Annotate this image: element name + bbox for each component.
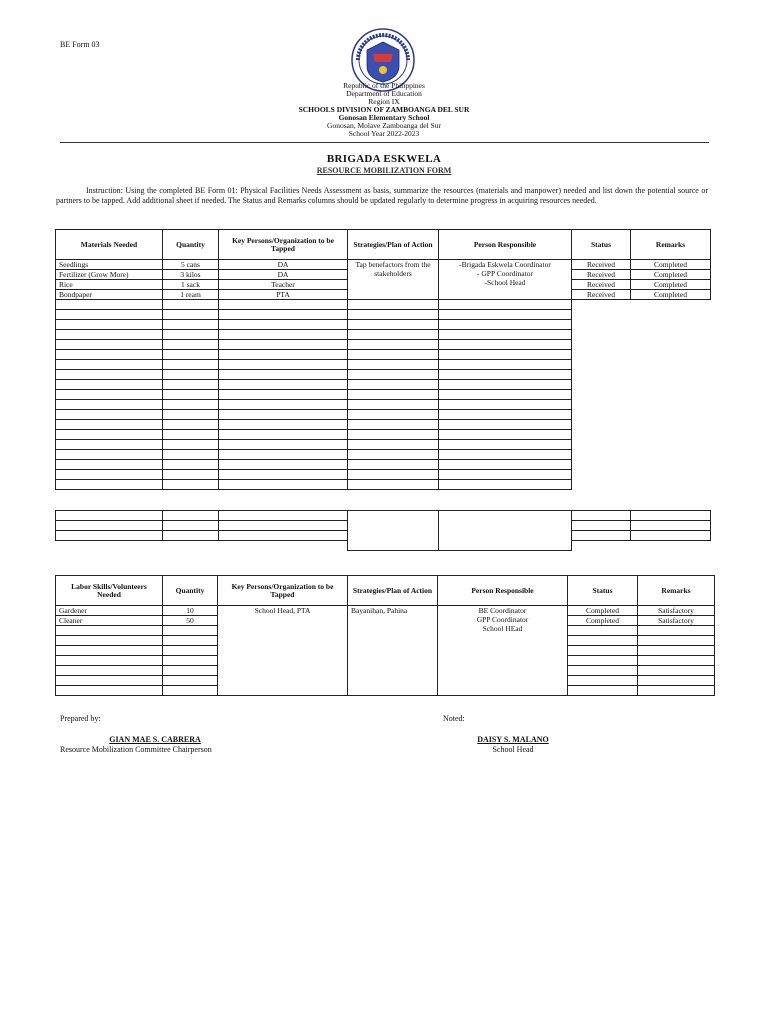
table-row: [56, 260, 711, 270]
empty-row: [56, 370, 711, 380]
letterhead-department: Department of Education: [346, 89, 422, 98]
materials-table: [55, 229, 711, 490]
header-divider: [60, 142, 709, 143]
empty-row: [56, 330, 711, 340]
material-status: Received: [572, 290, 631, 300]
responsible-line: -School Head: [484, 278, 526, 287]
col-status: Status: [572, 230, 631, 260]
empty-row: [56, 310, 711, 320]
col-quantity: Quantity: [163, 576, 218, 606]
materials-responsible-cell: [439, 260, 572, 300]
empty-row: [56, 511, 711, 521]
col-person-responsible: Person Responsible: [438, 576, 568, 606]
material-remarks: Completed: [631, 290, 711, 300]
labor-status: Completed: [568, 606, 638, 616]
material-name: Seedlings: [56, 260, 163, 270]
labor-strategy-cell: [348, 606, 438, 696]
materials-continuation-table: [55, 510, 711, 551]
labor-responsible-cell: [438, 606, 568, 696]
form-code: BE Form 03: [60, 40, 100, 49]
table-row: [56, 606, 715, 616]
labor-header-row: [56, 576, 715, 606]
letterhead-region: Region IX: [368, 97, 400, 106]
material-quantity: 1 sack: [163, 280, 219, 290]
col-labor-needed: Labor Skills/Volunteers Needed: [56, 576, 163, 606]
letterhead-country: Republic of the Philippines: [343, 81, 425, 90]
material-name: Bondpaper: [56, 290, 163, 300]
material-quantity: 3 kilos: [163, 270, 219, 280]
labor-status: Completed: [568, 616, 638, 626]
material-key-person: DA: [219, 270, 348, 280]
materials-header-row: [56, 230, 711, 260]
letterhead-school: Gonosan Elementary School: [338, 113, 430, 122]
continuation-strategy-cell: [348, 511, 439, 551]
responsible-line: -Brigada Eskwela Coordinator: [459, 260, 551, 269]
empty-row: [56, 300, 711, 310]
material-key-person: Teacher: [219, 280, 348, 290]
material-remarks: Completed: [631, 260, 711, 270]
empty-row: [56, 460, 711, 470]
empty-row: [56, 340, 711, 350]
continuation-responsible-cell: [439, 511, 572, 551]
letterhead: [0, 82, 768, 138]
instruction-text: Instruction: Using the completed BE Form 01: Physical Facilities Needs Assessment as basis, summarize the resources (materials and manpower) needed and list down the potential source or partners to be tapped. Add additional sheet if needed. The Status and Remarks columns should be updated regularly to determine progress in acquiring resources needed.: [56, 186, 708, 205]
empty-row: [56, 400, 711, 410]
materials-empty-rows: [56, 300, 711, 490]
material-name: Fertilizer (Grow More): [56, 270, 163, 280]
labor-table: [55, 575, 715, 696]
labor-key-persons-cell: [218, 606, 348, 696]
col-remarks: Remarks: [631, 230, 711, 260]
empty-row: [56, 420, 711, 430]
responsible-line: School HEad: [482, 624, 523, 633]
responsible-line: - GPP Coordinator: [477, 269, 533, 278]
labor-remarks: Satisfactory: [638, 606, 715, 616]
empty-row: [56, 430, 711, 440]
col-status: Status: [568, 576, 638, 606]
empty-row: [56, 410, 711, 420]
material-remarks: Completed: [631, 280, 711, 290]
col-strategies: Strategies/Plan of Action: [348, 576, 438, 606]
noted-role: School Head: [492, 745, 534, 754]
labor-strategy: Bayanihan, Pahina: [351, 606, 408, 615]
col-person-responsible: Person Responsible: [439, 230, 572, 260]
material-name: Rice: [56, 280, 163, 290]
col-strategies: Strategies/Plan of Action: [348, 230, 439, 260]
empty-row: [56, 360, 711, 370]
col-key-persons: Key Persons/Organization to be Tapped: [219, 230, 348, 260]
labor-skill: Cleaner: [56, 616, 163, 626]
form-subtitle: RESOURCE MOBILIZATION FORM: [316, 166, 452, 175]
prepared-by-label: Prepared by:: [60, 714, 101, 723]
empty-row: [56, 480, 711, 490]
material-status: Received: [572, 280, 631, 290]
material-remarks: Completed: [631, 270, 711, 280]
empty-row: [56, 380, 711, 390]
responsible-line: BE Coordinator: [478, 606, 527, 615]
labor-quantity: 10: [163, 606, 218, 616]
materials-strategy-cell: [348, 260, 439, 300]
empty-row: [56, 390, 711, 400]
form-title: BRIGADA ESKWELA: [326, 153, 442, 165]
col-key-persons: Key Persons/Organization to be Tapped: [218, 576, 348, 606]
prepared-by-name: GIAN MAE S. CABRERA: [109, 735, 201, 744]
empty-row: [56, 320, 711, 330]
noted-label: Noted:: [443, 714, 465, 723]
letterhead-school-year: School Year 2022-2023: [348, 129, 420, 138]
material-status: Received: [572, 260, 631, 270]
labor-skill: Gardener: [56, 606, 163, 616]
materials-strategy: Tap benefactors from the stakeholders: [355, 260, 431, 278]
empty-row: [56, 470, 711, 480]
labor-quantity: 50: [163, 616, 218, 626]
responsible-line: GPP Coordinator: [476, 615, 529, 624]
labor-key-persons: School Head, PTA: [254, 606, 311, 615]
col-remarks: Remarks: [638, 576, 715, 606]
material-quantity: 1 ream: [163, 290, 219, 300]
material-key-person: PTA: [219, 290, 348, 300]
letterhead-address: Gonosan, Molave Zamboanga del Sur: [327, 121, 441, 130]
empty-row: [56, 450, 711, 460]
material-status: Received: [572, 270, 631, 280]
labor-remarks: Satisfactory: [638, 616, 715, 626]
material-quantity: 5 cans: [163, 260, 219, 270]
col-quantity: Quantity: [163, 230, 219, 260]
prepared-by-role: Resource Mobilization Committee Chairperson: [60, 745, 212, 754]
empty-row: [56, 440, 711, 450]
material-key-person: DA: [219, 260, 348, 270]
noted-name: DAISY S. MALANO: [477, 735, 549, 744]
empty-row: [56, 350, 711, 360]
col-materials-needed: Materials Needed: [56, 230, 163, 260]
letterhead-division: SCHOOLS DIVISION OF ZAMBOANGA DEL SUR: [298, 105, 470, 114]
